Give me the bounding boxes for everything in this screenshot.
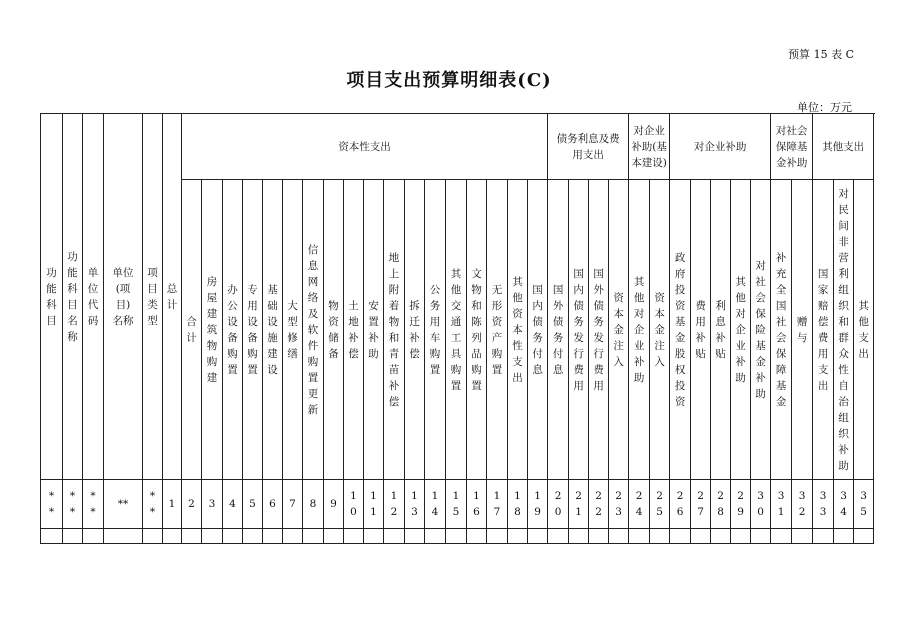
value-cell: 27 bbox=[691, 480, 711, 529]
blank-cell bbox=[163, 529, 182, 544]
value-cell: 2 bbox=[182, 480, 202, 529]
header-cell: 单位(项目)名称 bbox=[104, 114, 143, 480]
blank-cell bbox=[834, 529, 854, 544]
blank-cell bbox=[143, 529, 163, 544]
value-cell: 30 bbox=[751, 480, 771, 529]
blank-cell bbox=[691, 529, 711, 544]
blank-cell bbox=[813, 529, 834, 544]
blank-cell bbox=[446, 529, 467, 544]
value-cell: 10 bbox=[344, 480, 364, 529]
blank-cell bbox=[650, 529, 670, 544]
blank-cell bbox=[104, 529, 143, 544]
blank-cell bbox=[425, 529, 446, 544]
blank-cell bbox=[711, 529, 731, 544]
blank-cell bbox=[243, 529, 263, 544]
header-cell: 总计 bbox=[163, 114, 182, 480]
value-cell: 29 bbox=[731, 480, 751, 529]
blank-cell bbox=[202, 529, 223, 544]
blank-cell bbox=[182, 529, 202, 544]
value-cell: ** bbox=[104, 480, 143, 529]
value-cell: 15 bbox=[446, 480, 467, 529]
group-header: 债务利息及费用支出 bbox=[548, 114, 629, 180]
value-cell: 34 bbox=[834, 480, 854, 529]
blank-cell bbox=[303, 529, 324, 544]
subheader-cell: 地上附着物和青苗补偿 bbox=[384, 180, 405, 480]
value-cell: 4 bbox=[223, 480, 243, 529]
blank-cell bbox=[508, 529, 528, 544]
subheader-cell: 补充全国社会保障基金 bbox=[771, 180, 792, 480]
value-cell: 5 bbox=[243, 480, 263, 529]
subheader-cell: 专用设备购置 bbox=[243, 180, 263, 480]
subheader-cell: 对社会保险基金补助 bbox=[751, 180, 771, 480]
subheader-cell: 国外债务付息 bbox=[548, 180, 569, 480]
blank-cell bbox=[344, 529, 364, 544]
subheader-cell: 公务用车购置 bbox=[425, 180, 446, 480]
header-cell: 单位代码 bbox=[83, 114, 104, 480]
group-header: 对社会保障基金补助 bbox=[771, 114, 813, 180]
value-cell: ** bbox=[63, 480, 83, 529]
blank-cell bbox=[854, 529, 874, 544]
blank-cell bbox=[283, 529, 303, 544]
blank-cell bbox=[384, 529, 405, 544]
subheader-cell: 对民间非营利组织和群众性自治组织补助 bbox=[834, 180, 854, 480]
header-cell: 项目类型 bbox=[143, 114, 163, 480]
blank-cell bbox=[63, 529, 83, 544]
value-cell: 21 bbox=[569, 480, 589, 529]
blank-cell bbox=[528, 529, 548, 544]
subheader-cell: 利息补贴 bbox=[711, 180, 731, 480]
blank-cell bbox=[223, 529, 243, 544]
header-cell: 功能科目 bbox=[41, 114, 63, 480]
subheader-cell: 房屋建筑物购建 bbox=[202, 180, 223, 480]
subheader-cell: 国内债务付息 bbox=[528, 180, 548, 480]
blank-cell bbox=[569, 529, 589, 544]
value-cell: 1 bbox=[163, 480, 182, 529]
blank-cell bbox=[792, 529, 813, 544]
value-cell: ** bbox=[83, 480, 104, 529]
value-cell: 14 bbox=[425, 480, 446, 529]
value-cell: 25 bbox=[650, 480, 670, 529]
blank-cell bbox=[83, 529, 104, 544]
subheader-cell: 其他支出 bbox=[854, 180, 874, 480]
value-cell: 19 bbox=[528, 480, 548, 529]
value-cell: 7 bbox=[283, 480, 303, 529]
value-cell: ** bbox=[143, 480, 163, 529]
value-cell: 32 bbox=[792, 480, 813, 529]
header-cell: 功能科目名称 bbox=[63, 114, 83, 480]
budget-table bbox=[40, 113, 874, 544]
subheader-cell: 政府投资基金股权投资 bbox=[670, 180, 691, 480]
blank-cell bbox=[364, 529, 384, 544]
subheader-cell: 赠与 bbox=[792, 180, 813, 480]
blank-cell bbox=[263, 529, 283, 544]
value-cell: 28 bbox=[711, 480, 731, 529]
subheader-cell: 其他资本性支出 bbox=[508, 180, 528, 480]
blank-cell bbox=[771, 529, 792, 544]
blank-cell bbox=[41, 529, 63, 544]
value-cell: 13 bbox=[405, 480, 425, 529]
subheader-cell: 资本金注入 bbox=[609, 180, 629, 480]
blank-cell bbox=[609, 529, 629, 544]
value-cell: 22 bbox=[589, 480, 609, 529]
value-cell: 23 bbox=[609, 480, 629, 529]
blank-cell bbox=[629, 529, 650, 544]
blank-cell bbox=[751, 529, 771, 544]
blank-cell bbox=[405, 529, 425, 544]
blank-cell bbox=[548, 529, 569, 544]
subheader-cell: 国家赔偿费用支出 bbox=[813, 180, 834, 480]
group-header: 对企业补助 bbox=[670, 114, 771, 180]
subheader-cell: 国内债务发行费用 bbox=[569, 180, 589, 480]
subheader-cell: 文物和陈列品购置 bbox=[467, 180, 487, 480]
value-cell: 35 bbox=[854, 480, 874, 529]
subheader-cell: 无形资产购置 bbox=[487, 180, 508, 480]
value-cell: 24 bbox=[629, 480, 650, 529]
subheader-cell: 其他交通工具购置 bbox=[446, 180, 467, 480]
value-cell: 18 bbox=[508, 480, 528, 529]
value-cell: 11 bbox=[364, 480, 384, 529]
subheader-cell: 费用补贴 bbox=[691, 180, 711, 480]
group-header: 其他支出 bbox=[813, 114, 874, 180]
subheader-cell: 办公设备购置 bbox=[223, 180, 243, 480]
value-cell: 9 bbox=[324, 480, 344, 529]
value-cell: 33 bbox=[813, 480, 834, 529]
subheader-cell: 信息网络及软件购置更新 bbox=[303, 180, 324, 480]
blank-cell bbox=[731, 529, 751, 544]
value-cell: 6 bbox=[263, 480, 283, 529]
form-code: 预算 15 表 C bbox=[788, 48, 854, 61]
value-cell: 17 bbox=[487, 480, 508, 529]
value-cell: 16 bbox=[467, 480, 487, 529]
subheader-cell: 拆迁补偿 bbox=[405, 180, 425, 480]
group-header: 对企业补助(基本建设) bbox=[629, 114, 670, 180]
group-header: 资本性支出 bbox=[182, 114, 548, 180]
subheader-cell: 安置补助 bbox=[364, 180, 384, 480]
subheader-cell: 物资储备 bbox=[324, 180, 344, 480]
subheader-cell: 其他对企业补助 bbox=[731, 180, 751, 480]
subheader-cell: 土地补偿 bbox=[344, 180, 364, 480]
value-cell: 26 bbox=[670, 480, 691, 529]
subheader-cell: 国外债务发行费用 bbox=[589, 180, 609, 480]
value-cell: 31 bbox=[771, 480, 792, 529]
subheader-cell: 资本金注入 bbox=[650, 180, 670, 480]
blank-cell bbox=[324, 529, 344, 544]
subheader-cell: 大型修缮 bbox=[283, 180, 303, 480]
subheader-cell: 合计 bbox=[182, 180, 202, 480]
value-cell: 20 bbox=[548, 480, 569, 529]
value-cell: 12 bbox=[384, 480, 405, 529]
subheader-cell: 基础设施建设 bbox=[263, 180, 283, 480]
blank-cell bbox=[670, 529, 691, 544]
value-cell: ** bbox=[41, 480, 63, 529]
blank-cell bbox=[487, 529, 508, 544]
value-cell: 8 bbox=[303, 480, 324, 529]
page-title: 项目支出预算明细表(C) bbox=[346, 70, 552, 91]
value-cell: 3 bbox=[202, 480, 223, 529]
unit-label: 单位：万元 bbox=[797, 101, 852, 114]
blank-cell bbox=[467, 529, 487, 544]
subheader-cell: 其他对企业补助 bbox=[629, 180, 650, 480]
blank-cell bbox=[589, 529, 609, 544]
